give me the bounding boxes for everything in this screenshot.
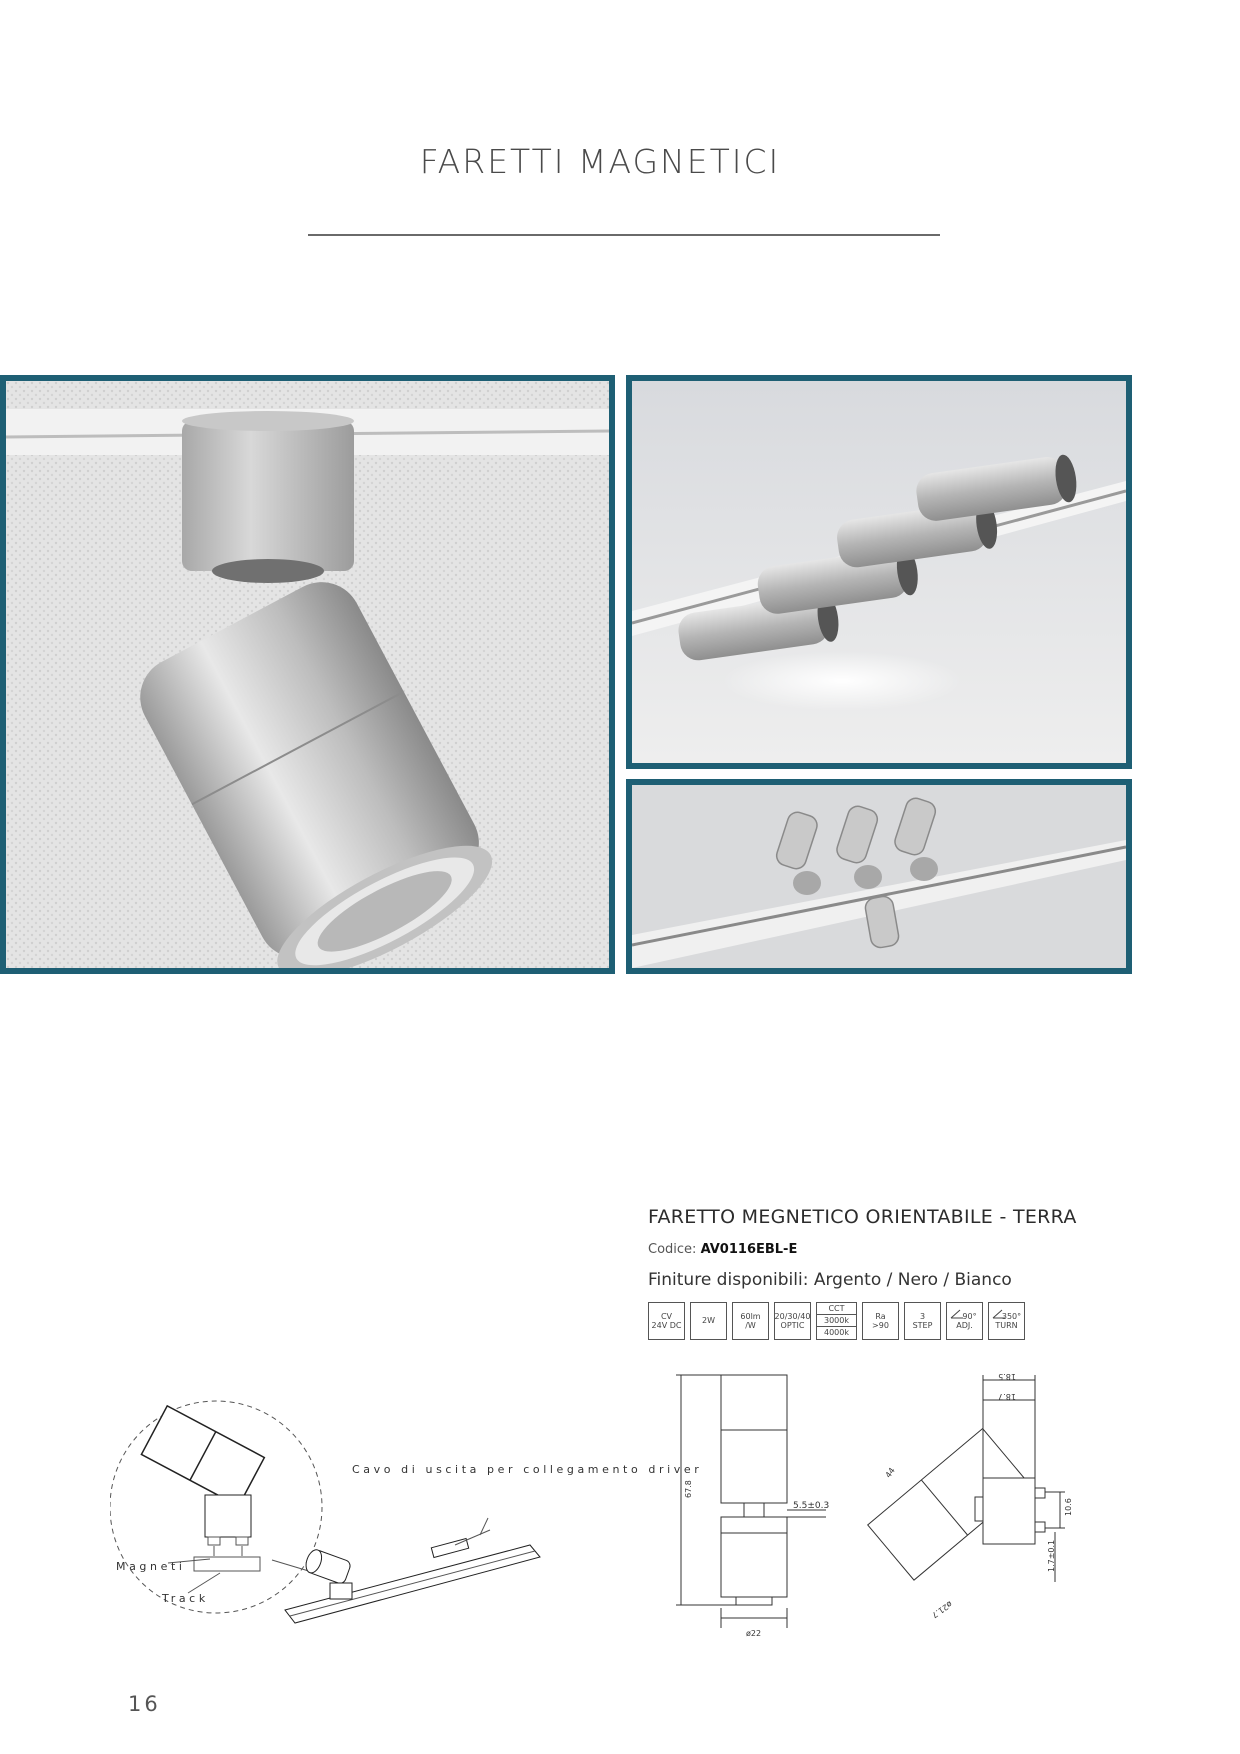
spec-cct-label: CCT — [817, 1303, 856, 1315]
technical-drawing-side — [860, 1370, 1120, 1630]
spec-wattage — [690, 1302, 727, 1340]
spec-optic — [774, 1302, 811, 1340]
dim-height: 67.8 — [684, 1480, 693, 1498]
product-code-value: AV0116EBL-E — [700, 1242, 798, 1257]
spec-turn — [988, 1302, 1025, 1340]
spec-step-label: STEP — [912, 1321, 933, 1330]
spec-turn-value: 350° — [1001, 1311, 1022, 1321]
spec-cct-4000: 4000k — [824, 1328, 849, 1338]
spec-step-value: 3 — [919, 1311, 926, 1321]
dim-diameter: ø22 — [746, 1629, 762, 1638]
product-code — [648, 1242, 797, 1257]
spec-adjust-label: ADJ. — [956, 1321, 973, 1330]
technical-drawing-front — [676, 1370, 836, 1660]
page-title: FARETTI MAGNETICI — [419, 142, 781, 181]
spec-cri-label: Ra — [875, 1311, 886, 1321]
spec-step — [904, 1302, 941, 1340]
spec-adjust — [946, 1302, 983, 1340]
title-divider — [308, 234, 940, 236]
spec-efficacy-unit: /W — [745, 1321, 756, 1330]
product-code-label: Codice: — [648, 1242, 697, 1257]
angle-icon — [950, 1309, 964, 1319]
cable-label: Cavo di uscita per collegamento driver — [352, 1463, 703, 1476]
dim-base-width-1: 18.5 — [998, 1372, 1016, 1381]
installation-diagram — [110, 1385, 640, 1647]
spec-adjust-value: 90° — [962, 1311, 977, 1321]
dim-offset: 1.7±0.1 — [1047, 1539, 1056, 1572]
dim-gap: 5.5±0.3 — [793, 1501, 830, 1511]
track-label: Track — [162, 1592, 209, 1605]
spec-power-type: CV — [660, 1311, 673, 1321]
photo-spotlight-closeup — [0, 375, 615, 974]
spec-efficacy-value: 60lm — [740, 1311, 761, 1321]
page-number: 16 — [128, 1692, 161, 1716]
dim-length: 44 — [883, 1466, 897, 1480]
spec-cri-value: >90 — [872, 1321, 889, 1330]
product-finishes: Finiture disponibili: Argento / Nero / Bianco — [648, 1270, 1012, 1290]
spec-cct-3000: 3000k — [817, 1315, 856, 1327]
photo-spotlights-row — [626, 375, 1132, 769]
spec-optic-angles: 20/30/40 — [774, 1311, 811, 1321]
dim-base-width-2: 18.7 — [998, 1392, 1016, 1401]
spec-wattage-value: 2W — [702, 1316, 715, 1326]
product-title: FARETTO MEGNETICO ORIENTABILE - TERRA — [648, 1206, 1077, 1228]
spec-turn-label: TURN — [995, 1321, 1018, 1330]
spec-cri — [862, 1302, 899, 1340]
rotation-icon — [992, 1309, 1006, 1319]
magnets-label: Magneti — [116, 1560, 186, 1573]
spec-icons — [648, 1302, 1025, 1340]
spec-efficacy — [732, 1302, 769, 1340]
photo-spotlights-small — [626, 779, 1132, 974]
spec-optic-label: OPTIC — [780, 1321, 805, 1330]
spec-cct — [816, 1302, 857, 1340]
dim-base-height: 10.6 — [1064, 1498, 1073, 1516]
spec-voltage-value: 24V DC — [651, 1321, 682, 1330]
dim-head-diameter: ø21.7 — [930, 1599, 954, 1620]
spec-voltage — [648, 1302, 685, 1340]
